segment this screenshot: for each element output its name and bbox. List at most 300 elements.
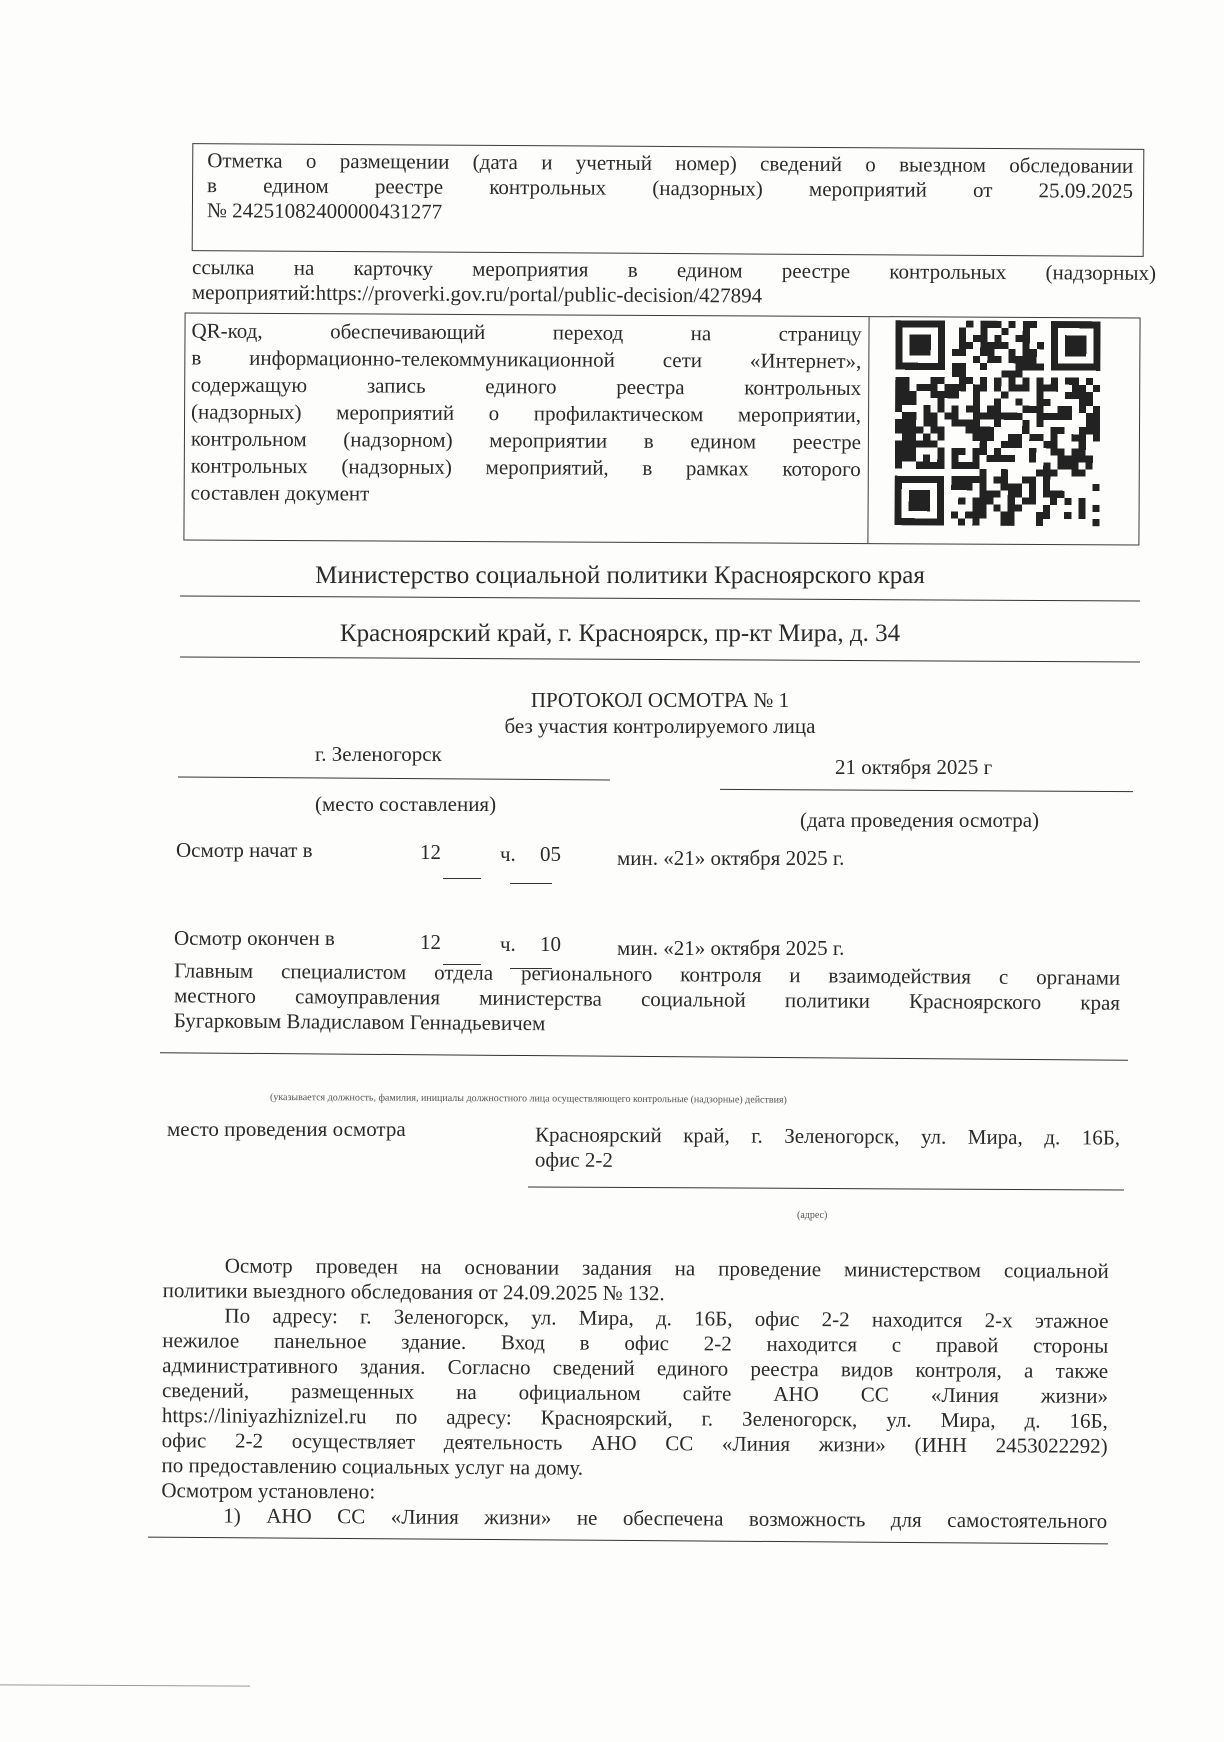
qr-module — [1079, 364, 1086, 371]
qr-module — [902, 455, 909, 462]
qr-module — [1058, 427, 1065, 434]
qr-module — [1015, 483, 1022, 490]
qr-module — [959, 335, 966, 342]
qr-module — [994, 406, 1001, 413]
qr-module — [1001, 483, 1008, 490]
paragraph-1-line-2: политики выездного обследования от 24.09.2025 № 132. — [162, 1278, 665, 1306]
qr-module — [909, 476, 916, 483]
qr-module — [979, 512, 986, 519]
protocol-subtitle: без участия контролируемого лица — [504, 714, 816, 738]
qr-module — [1057, 462, 1064, 469]
qr-module — [1072, 455, 1079, 462]
qr-module — [916, 490, 923, 497]
qr-module — [895, 419, 902, 426]
paragraph-1-line-1: Осмотр проведен на основании задания на проведение министерством социальной — [224, 1253, 1109, 1283]
qr-module — [1079, 448, 1086, 455]
qr-module — [1029, 491, 1036, 498]
qr-module — [1023, 328, 1030, 335]
qr-module — [994, 490, 1001, 497]
qr-module — [909, 518, 916, 525]
qr-module — [980, 413, 987, 420]
date-underline — [720, 789, 1133, 792]
start-min-underline — [510, 883, 552, 884]
qr-module — [1037, 342, 1044, 349]
qr-module — [1022, 476, 1029, 483]
qr-module — [895, 462, 902, 469]
qr-module — [1086, 321, 1093, 328]
qr-module — [1036, 420, 1043, 427]
qr-module — [945, 412, 952, 419]
qr-module — [1092, 519, 1099, 526]
qr-module — [987, 413, 994, 420]
qr-module — [909, 497, 916, 504]
qr-block — [183, 312, 1140, 545]
qr-module — [1001, 413, 1008, 420]
qr-module — [1008, 483, 1015, 490]
qr-module — [980, 476, 987, 483]
qr-module — [895, 440, 902, 447]
qr-module — [895, 455, 902, 462]
paragraph-2-line-1: По адресу: г. Зеленогорск, ул. Мира, д. 16Б, офис 2-2 находится 2-х этажное — [224, 1303, 1109, 1333]
qr-module — [973, 356, 980, 363]
qr-module — [1051, 356, 1058, 363]
qr-module — [931, 320, 938, 327]
qr-module — [938, 377, 945, 384]
start-min: 05 — [540, 842, 561, 866]
qr-module — [923, 441, 930, 448]
qr-module — [1029, 406, 1036, 413]
qr-module — [1079, 335, 1086, 342]
qr-module — [987, 427, 994, 434]
qr-module — [980, 441, 987, 448]
qr-module — [980, 384, 987, 391]
qr-module — [1044, 399, 1051, 406]
qr-module — [973, 448, 980, 455]
qr-module — [958, 476, 965, 483]
qr-module — [895, 377, 902, 384]
qr-module — [945, 391, 952, 398]
qr-module — [916, 504, 923, 511]
qr-module — [1058, 363, 1065, 370]
qr-module — [902, 518, 909, 525]
qr-module — [958, 448, 965, 455]
qr-module — [966, 405, 973, 412]
qr-module — [895, 504, 902, 511]
qr-module — [1008, 512, 1015, 519]
qr-module — [923, 504, 930, 511]
qr-module — [952, 419, 959, 426]
qr-module — [909, 504, 916, 511]
qr-module — [987, 455, 994, 462]
inspector-name: Бугарковым Владиславом Геннадьевичем — [173, 1008, 546, 1036]
qr-line: контрольном (надзорном) мероприятии в едином реестре — [190, 426, 861, 455]
qr-module — [924, 335, 931, 342]
qr-module — [1051, 328, 1058, 335]
end-label: Осмотр окончен в — [174, 926, 335, 950]
qr-module — [1001, 342, 1008, 349]
qr-module — [1093, 357, 1100, 364]
qr-module — [951, 476, 958, 483]
qr-module — [1023, 321, 1030, 328]
qr-module — [895, 348, 902, 355]
qr-module — [1050, 441, 1057, 448]
qr-module — [1057, 491, 1064, 498]
start-hour: 12 — [420, 840, 441, 864]
paragraph-2-line-5: https://liniyazhiznizel.ru по адресу: Красноярский, г. Зеленогорск, ул. Мира, д. 16Б, — [161, 1403, 1108, 1433]
qr-module — [1002, 328, 1009, 335]
qr-module — [895, 391, 902, 398]
qr-module — [902, 440, 909, 447]
qr-module — [1001, 391, 1008, 398]
qr-module — [937, 434, 944, 441]
qr-module — [966, 321, 973, 328]
qr-module — [959, 420, 966, 427]
qr-module — [965, 476, 972, 483]
registry-mark-box — [192, 143, 1145, 257]
qr-module — [902, 433, 909, 440]
qr-module — [902, 377, 909, 384]
qr-module — [987, 349, 994, 356]
qr-module — [973, 434, 980, 441]
qr-module — [987, 356, 994, 363]
qr-module — [909, 419, 916, 426]
qr-module — [1030, 321, 1037, 328]
qr-module — [1051, 363, 1058, 370]
place-underline — [178, 776, 610, 780]
qr-module — [1001, 512, 1008, 519]
qr-module — [972, 519, 979, 526]
qr-module — [923, 405, 930, 412]
qr-module — [1079, 455, 1086, 462]
qr-module — [980, 434, 987, 441]
qr-module — [1072, 342, 1079, 349]
qr-module — [917, 334, 924, 341]
qr-module — [923, 384, 930, 391]
organization-address: Красноярский край, г. Красноярск, пр-кт Мира, д. 34 — [339, 620, 901, 647]
qr-module — [1065, 342, 1072, 349]
qr-module — [1065, 406, 1072, 413]
qr-module — [909, 440, 916, 447]
qr-module — [895, 327, 902, 334]
qr-module — [909, 433, 916, 440]
qr-module — [902, 398, 909, 405]
end-hour-unit: ч. — [500, 932, 516, 956]
start-hour-underline — [443, 878, 481, 879]
qr-module — [1072, 392, 1079, 399]
qr-module — [1016, 335, 1023, 342]
qr-module — [994, 398, 1001, 405]
qr-module — [917, 342, 924, 349]
qr-module — [1043, 512, 1050, 519]
qr-module — [909, 398, 916, 405]
qr-module — [924, 363, 931, 370]
qr-module — [994, 476, 1001, 483]
qr-module — [1079, 349, 1086, 356]
qr-module — [1093, 434, 1100, 441]
qr-module — [994, 413, 1001, 420]
qr-module — [1086, 399, 1093, 406]
qr-module — [1043, 484, 1050, 491]
qr-module — [1022, 385, 1029, 392]
registry-link-block — [192, 255, 1156, 311]
qr-module — [1036, 413, 1043, 420]
qr-divider — [867, 317, 869, 543]
qr-module — [1015, 441, 1022, 448]
qr-module — [952, 405, 959, 412]
paragraph-2-line-6: офис 2-2 осуществляет деятельность АНО СС «Линия жизни» (ИНН 2453022292) — [161, 1428, 1108, 1458]
qr-module — [923, 455, 930, 462]
location-underline — [528, 1186, 1124, 1190]
qr-module — [1065, 349, 1072, 356]
qr-module — [1064, 455, 1071, 462]
qr-module — [979, 490, 986, 497]
qr-module — [1008, 441, 1015, 448]
qr-module — [1029, 476, 1036, 483]
qr-module — [1050, 448, 1057, 455]
qr-module — [1043, 505, 1050, 512]
qr-module — [1078, 512, 1085, 519]
qr-module — [937, 426, 944, 433]
qr-module — [980, 483, 987, 490]
qr-module — [916, 441, 923, 448]
qr-module — [902, 426, 909, 433]
qr-module — [1079, 342, 1086, 349]
qr-module — [973, 391, 980, 398]
qr-module — [1072, 378, 1079, 385]
qr-module — [1071, 470, 1078, 477]
qr-module — [980, 469, 987, 476]
qr-module — [1093, 427, 1100, 434]
qr-module — [1065, 321, 1072, 328]
qr-module — [1023, 356, 1030, 363]
qr-module — [1086, 427, 1093, 434]
qr-module — [1093, 364, 1100, 371]
qr-module — [937, 518, 944, 525]
qr-module — [1093, 328, 1100, 335]
qr-module — [1072, 463, 1079, 470]
qr-module — [902, 412, 909, 419]
qr-module — [937, 448, 944, 455]
qr-module — [902, 363, 909, 370]
qr-module — [973, 335, 980, 342]
qr-line: QR-код, обеспечивающий переход на страницу — [191, 318, 862, 347]
qr-module — [938, 349, 945, 356]
qr-module — [909, 448, 916, 455]
qr-module — [1037, 363, 1044, 370]
qr-module — [916, 384, 923, 391]
qr-module — [902, 384, 909, 391]
qr-module — [973, 413, 980, 420]
qr-module — [959, 349, 966, 356]
qr-module — [1022, 420, 1029, 427]
qr-module — [1015, 491, 1022, 498]
qr-module — [916, 497, 923, 504]
registry-link-url[interactable]: мероприятий:https://proverki.gov.ru/portal/public-decision/427894 — [191, 280, 763, 308]
scan-mark-line — [0, 1684, 250, 1686]
qr-module — [1050, 491, 1057, 498]
qr-module — [980, 328, 987, 335]
qr-module — [1065, 335, 1072, 342]
qr-module — [895, 447, 902, 454]
qr-module — [1030, 356, 1037, 363]
qr-module — [1037, 378, 1044, 385]
qr-module — [1015, 384, 1022, 391]
qr-module — [896, 320, 903, 327]
qr-module — [910, 334, 917, 341]
qr-module — [1086, 413, 1093, 420]
qr-module — [1086, 463, 1093, 470]
qr-module — [1037, 385, 1044, 392]
qr-module — [1072, 349, 1079, 356]
qr-module — [1008, 519, 1015, 526]
inspector-line-1: Главным специалистом отдела регионального контроля и взаимодействия с органами — [174, 958, 1121, 990]
qr-module — [1001, 469, 1008, 476]
qr-module — [930, 462, 937, 469]
qr-module — [895, 334, 902, 341]
qr-module — [952, 384, 959, 391]
qr-module — [980, 427, 987, 434]
qr-module — [965, 483, 972, 490]
qr-module — [945, 384, 952, 391]
qr-module — [980, 335, 987, 342]
qr-module — [1072, 385, 1079, 392]
qr-module — [966, 427, 973, 434]
qr-module — [1008, 490, 1015, 497]
qr-module — [910, 349, 917, 356]
start-label: Осмотр начат в — [176, 838, 313, 862]
qr-module — [1043, 462, 1050, 469]
qr-module — [930, 419, 937, 426]
qr-module — [930, 518, 937, 525]
qr-module — [938, 320, 945, 327]
qr-module — [1072, 448, 1079, 455]
qr-module — [1001, 476, 1008, 483]
qr-module — [951, 448, 958, 455]
qr-module — [959, 370, 966, 377]
qr-module — [987, 406, 994, 413]
qr-module — [952, 363, 959, 370]
qr-line: в информационно-телекоммуникационной сети «Интернет», — [191, 345, 862, 374]
qr-module — [1051, 385, 1058, 392]
qr-module — [1001, 519, 1008, 526]
qr-module — [1078, 498, 1085, 505]
qr-module — [1008, 377, 1015, 384]
qr-line: контрольных (надзорных) мероприятий, в рамках которого — [190, 453, 861, 482]
qr-module — [1008, 455, 1015, 462]
qr-module — [1030, 363, 1037, 370]
qr-module — [923, 490, 930, 497]
qr-module — [1036, 434, 1043, 441]
qr-module — [937, 455, 944, 462]
qr-module — [994, 448, 1001, 455]
paragraph-2-line-4: сведений, размещенных на официальном сайте АНО СС «Линия жизни» — [161, 1378, 1109, 1408]
qr-module — [937, 511, 944, 518]
qr-module — [1008, 505, 1015, 512]
qr-module — [916, 426, 923, 433]
qr-module — [987, 321, 994, 328]
start-hour-unit: ч. — [500, 842, 516, 866]
qr-module — [895, 384, 902, 391]
qr-module — [973, 405, 980, 412]
end-hour: 12 — [420, 930, 441, 954]
qr-module — [958, 518, 965, 525]
end-min: 10 — [540, 932, 561, 956]
qr-module — [1036, 519, 1043, 526]
inspector-block — [174, 958, 1121, 1040]
qr-module — [895, 511, 902, 518]
registry-mark-line-1: Отметка о размещении (дата и учетный номер) сведений о выездном обследовании — [207, 148, 1134, 178]
qr-module — [1064, 462, 1071, 469]
qr-module — [923, 462, 930, 469]
qr-module — [1093, 321, 1100, 328]
qr-module — [923, 497, 930, 504]
qr-module — [1078, 505, 1085, 512]
qr-module — [1093, 413, 1100, 420]
qr-code-icon[interactable] — [894, 320, 1100, 526]
qr-module — [952, 412, 959, 419]
qr-module — [994, 321, 1001, 328]
qr-module — [931, 384, 938, 391]
qr-module — [909, 426, 916, 433]
qr-module — [924, 349, 931, 356]
protocol-title: ПРОТОКОЛ ОСМОТРА № 1 — [530, 688, 790, 712]
qr-module — [902, 419, 909, 426]
qr-module — [938, 356, 945, 363]
qr-module — [1093, 505, 1100, 512]
qr-module — [1029, 448, 1036, 455]
qr-module — [938, 335, 945, 342]
qr-module — [1057, 455, 1064, 462]
qr-module — [1093, 335, 1100, 342]
qr-module — [980, 377, 987, 384]
qr-module — [951, 455, 958, 462]
date-value: 21 октября 2025 г — [835, 755, 993, 779]
qr-module — [1086, 456, 1093, 463]
place-value: г. Зеленогорск — [315, 742, 442, 766]
qr-module — [909, 391, 916, 398]
qr-module — [973, 455, 980, 462]
place-caption: (место составления) — [315, 792, 497, 816]
qr-module — [959, 363, 966, 370]
start-tail: мин. «21» октября 2025 г. — [617, 846, 845, 870]
qr-module — [1029, 455, 1036, 462]
divider — [180, 595, 1140, 601]
inspector-underline — [160, 1052, 1128, 1061]
qr-module — [1044, 385, 1051, 392]
qr-module — [895, 405, 902, 412]
qr-module — [1008, 498, 1015, 505]
qr-module — [973, 420, 980, 427]
qr-module — [979, 504, 986, 511]
qr-module — [910, 342, 917, 349]
qr-module — [1058, 321, 1065, 328]
qr-module — [930, 412, 937, 419]
qr-module — [1043, 477, 1050, 484]
qr-module — [979, 497, 986, 504]
paragraph-2-line-7: по предоставлению социальных услуг на дому. — [161, 1453, 584, 1480]
qr-module — [951, 462, 958, 469]
qr-module — [938, 405, 945, 412]
qr-module — [959, 377, 966, 384]
qr-module — [952, 349, 959, 356]
qr-module — [931, 363, 938, 370]
qr-module — [1058, 413, 1065, 420]
qr-module — [902, 447, 909, 454]
qr-module — [931, 377, 938, 384]
qr-description — [191, 318, 862, 511]
location-label: место проведения осмотра — [167, 1117, 406, 1141]
qr-module — [1001, 455, 1008, 462]
